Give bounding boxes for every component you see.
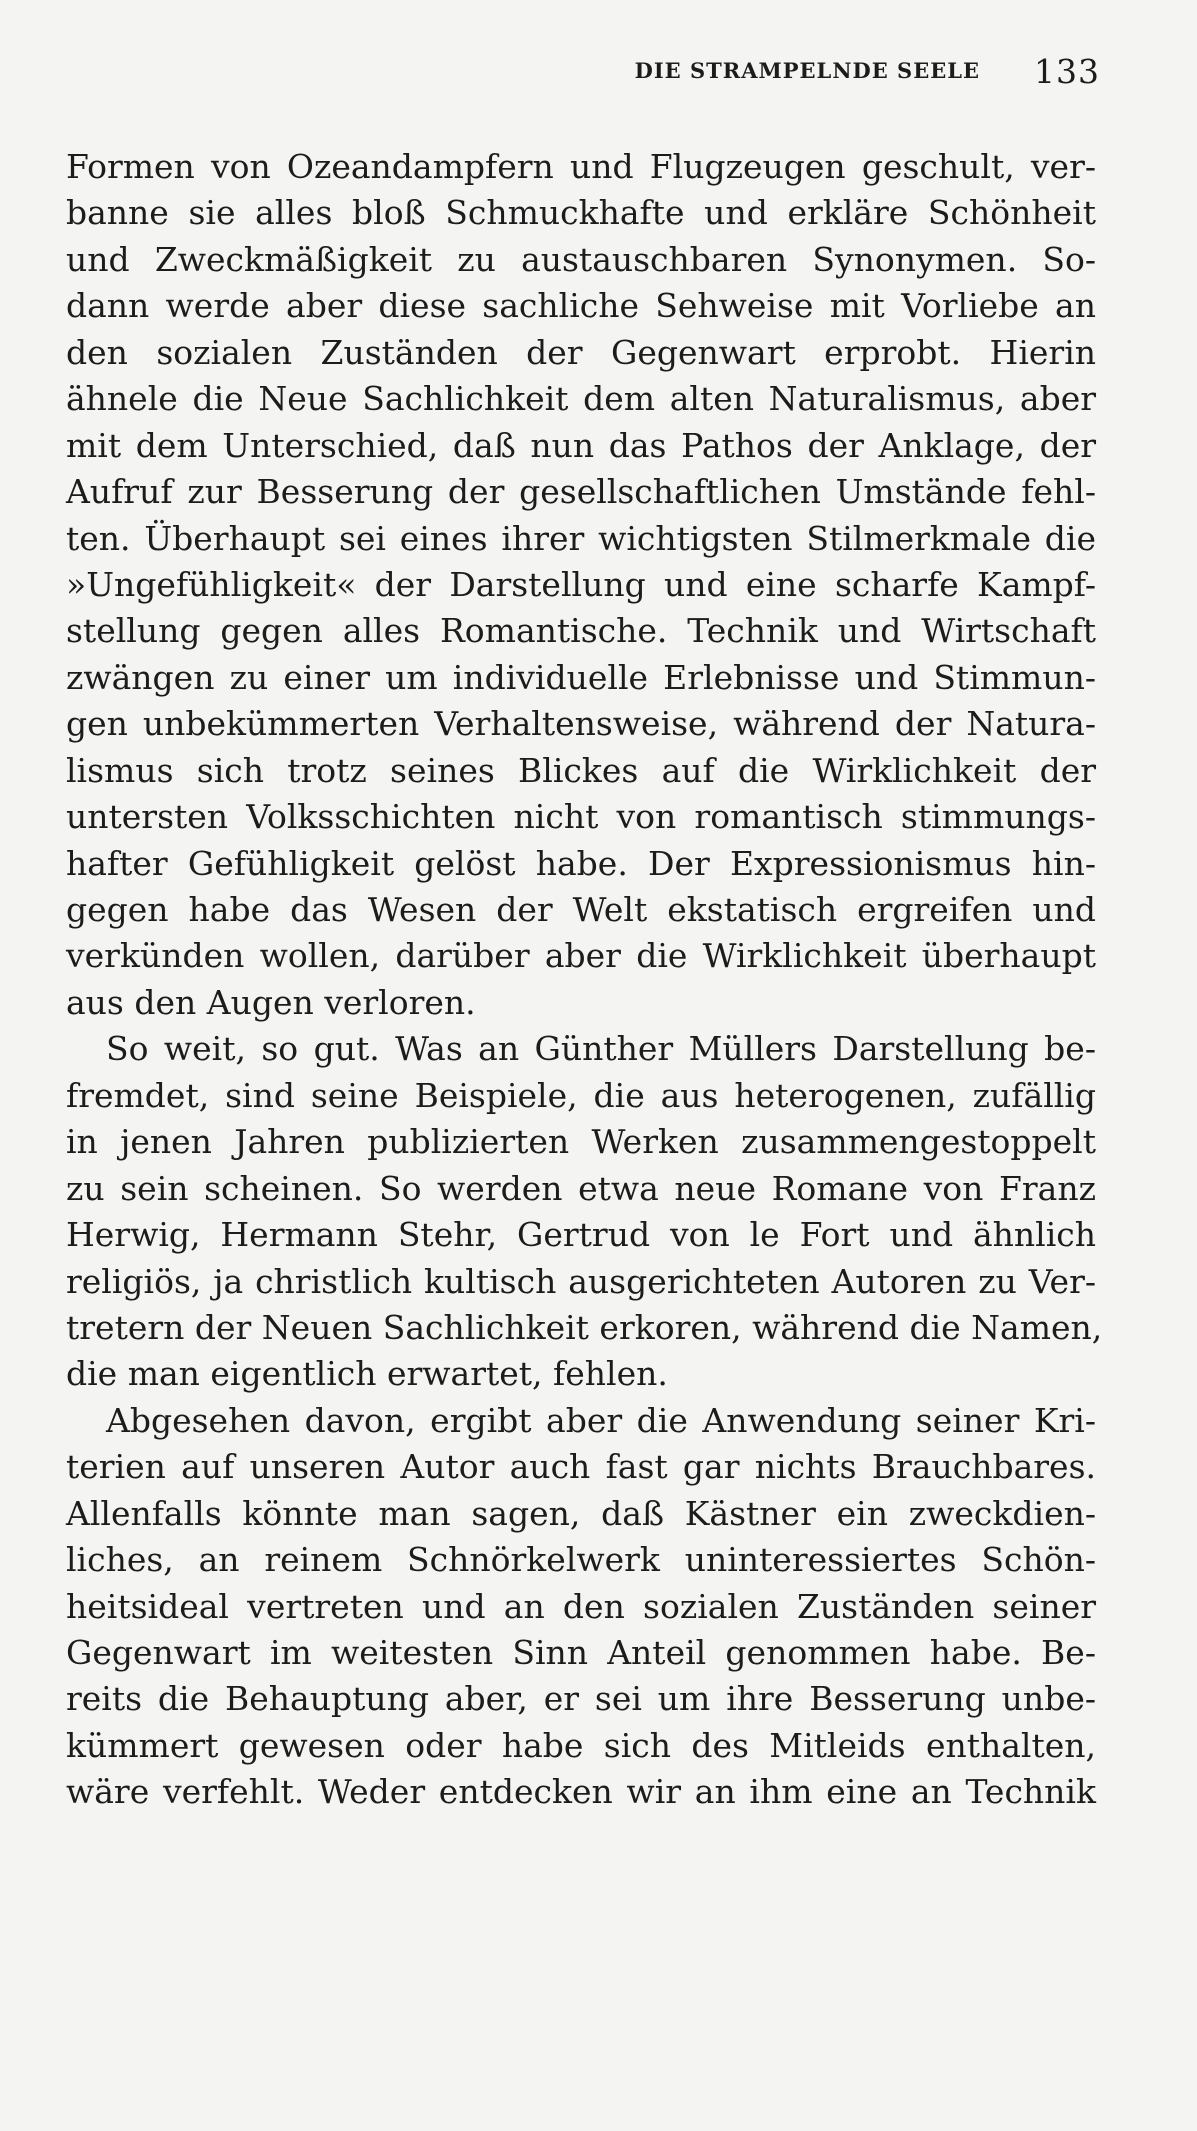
text-line: gegen habe das Wesen der Welt ekstatisch ergreifen und [66,890,1096,929]
text-line: stellung gegen alles Romantische. Technik und Wirtschaft [66,611,1096,651]
text-line: Formen von Ozeandampfern und Flugzeugen geschult, ver- [66,147,1096,186]
text-line: aus den Augen verloren. [66,982,476,1022]
page-number: 133 [1034,52,1100,91]
text-line: terien auf unseren Autor auch fast gar nichts Brauchbares. [66,1447,1096,1487]
text-line: dann werde aber diese sachliche Sehweise mit Vorliebe an [66,286,1096,326]
text-line: fremdet, sind seine Beispiele, die aus heterogenen, zufällig [66,1075,1096,1115]
text-line: wäre verfehlt. Weder entdecken wir an ihm eine an Technik [66,1772,1096,1812]
text-line: reits die Behauptung aber, er sei um ihre Besserung unbe- [66,1679,1096,1719]
text-line: mit dem Unterschied, daß nun das Pathos der Anklage, der [66,425,1096,465]
text-line: Gegenwart im weitesten Sinn Anteil genommen habe. Be- [66,1633,1096,1672]
text-line: in jenen Jahren publizierten Werken zusammengestoppelt [66,1122,1096,1162]
text-line: untersten Volksschichten nicht von romantisch stimmungs- [66,797,1096,837]
text-line: verkünden wollen, darüber aber die Wirklichkeit überhaupt [66,936,1096,976]
text-line: ähnele die Neue Sachlichkeit dem alten Naturalismus, aber [66,379,1096,419]
text-line: und Zweckmäßigkeit zu austauschbaren Synonymen. So- [66,239,1096,279]
text-line: banne sie alles bloß Schmuckhafte und erkläre Schönheit [66,193,1096,233]
text-line: Aufruf zur Besserung der gesellschaftlichen Umstände fehl- [66,472,1096,512]
text-line: zwängen zu einer um individuelle Erlebnisse und Stimmun- [66,657,1096,697]
paragraph [66,144,1096,1026]
text-line: Allenfalls könnte man sagen, daß Kästner ein zweckdien- [66,1493,1096,1533]
text-line: heitsideal vertreten und an den sozialen Zuständen seiner [66,1586,1096,1626]
text-line: die man eigentlich erwartet, fehlen. [66,1354,668,1394]
page-header [0,52,1100,102]
text-line: Herwig, Hermann Stehr, Gertrud von le Fort und ähnlich [66,1215,1096,1255]
text-line: So weit, so gut. Was an Günther Müllers Darstellung be- [106,1029,1096,1069]
paragraph [66,1398,1096,1816]
text-line: religiös, ja christlich kultisch ausgerichteten Autoren zu Ver- [66,1261,1096,1301]
text-line: »Ungefühligkeit« der Darstellung und eine scharfe Kampf- [66,564,1096,604]
text-line: lismus sich trotz seines Blickes auf die Wirklichkeit der [66,750,1096,790]
paragraph [66,1026,1103,1398]
text-line: zu sein scheinen. So werden etwa neue Romane von Franz [66,1168,1096,1208]
body-text [66,144,1103,1816]
text-line: gen unbekümmerten Verhaltensweise, während der Natura- [66,704,1096,744]
running-head: DIE STRAMPELNDE SEELE [634,58,980,83]
text-line: ten. Überhaupt sei eines ihrer wichtigsten Stilmerkmale die [66,518,1096,558]
text-line: tretern der Neuen Sachlichkeit erkoren, während die Namen, [66,1307,1103,1347]
text-line: Abgesehen davon, ergibt aber die Anwendung seiner Kri- [106,1400,1096,1440]
text-line: hafter Gefühligkeit gelöst habe. Der Expressionismus hin- [66,843,1096,883]
text-line: liches, an reinem Schnörkelwerk uninteressiertes Schön- [66,1540,1096,1580]
text-line: den sozialen Zuständen der Gegenwart erprobt. Hierin [66,332,1096,372]
text-line: kümmert gewesen oder habe sich des Mitleids enthalten, [66,1725,1096,1765]
